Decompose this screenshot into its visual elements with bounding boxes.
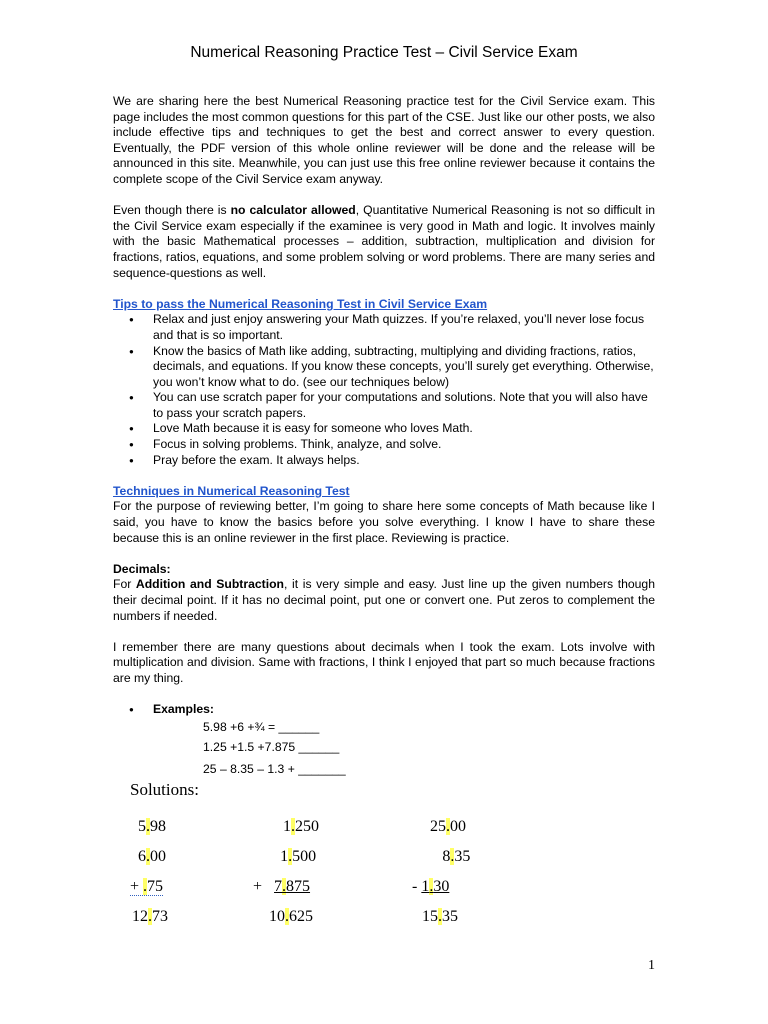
decimals-paragraph: For Addition and Subtraction, it is very simple and easy. Just line up the given numbers though their decimal point. If it has no decimal point, put one or convert one. Put zeros to complement the numbers if needed. [113,577,655,623]
calculator-paragraph: Even though there is no calculator allowed, Quantitative Numerical Reasoning is not so difficult in the Civil Service exam especially if the examinee is very good in Math and logic. It involves mainly with the basic Mathematical processes – addition, subtraction, multiplication and division for fractions, ratios, equations, and some problem solving or word problems. There are many series and sequence-questions as well. [113,203,655,280]
example-line: 25 – 8.35 – 1.3 + _______ [203,761,346,776]
intro-paragraph: We are sharing here the best Numerical Reasoning practice test for the Civil Service exam. This page includes the most common questions for this part of the CSE. Just like our other posts, we also include effective tips and techniques to get the best and correct answer to every question. Eventually, the PDF version of this whole online reviewer will be done and the release will be announced in this site. Meanwhile, you can just use this free online reviewer because it contains the complete scope of the Civil Service exam anyway. [113,94,655,186]
solution-value: 1.500 [280,848,317,865]
solutions-row [130,902,550,932]
solution-value: 12.73 [132,908,168,925]
list-item: ● Pray before the exam. It always helps. [113,453,655,469]
solutions-row [130,842,550,872]
tips-list [113,312,655,468]
solution-value: 15.35 [422,908,458,925]
page-title: Numerical Reasoning Practice Test – Civil Service Exam [190,44,578,61]
examples-heading: ● Examples: [113,702,655,718]
solutions-block [130,780,550,932]
document-body [113,94,655,780]
solution-value: 10.625 [269,908,313,925]
list-item: ● Know the basics of Math like adding, subtracting, multiplying and dividing fractions, ratios, decimals, and equations. If you know these concepts, you’ll surely get everything. Otherwise, you won’t know what to do. (see our techniques below) [113,344,655,391]
techniques-heading-link[interactable]: Techniques in Numerical Reasoning Test [113,483,350,498]
solution-value: 8.35 [442,848,471,865]
solutions-row [130,812,550,842]
solution-value: 1.250 [283,818,319,835]
techniques-paragraph: For the purpose of reviewing better, I’m going to share here some concepts of Math because like I said, you have to know the basics before you solve everything. I know I have to share these because this is an online reviewer in the first place. Reviewing is practice. [113,499,655,545]
decimals-paragraph-2: I remember there are many questions about decimals when I took the exam. Lots involve with multiplication and division. Same with fractions, I think I enjoyed that part so much because fractions are my thing. [113,639,655,685]
solutions-row [130,872,550,902]
solution-value: + .75 [130,878,164,895]
example-line: 5.98 +6 +¾ = ______ [203,719,320,734]
list-item: ● Focus in solving problems. Think, analyze, and solve. [113,437,655,453]
solution-value: 5.98 [138,818,166,835]
solution-value: - 1.30 [412,878,450,895]
page-number: 1 [648,958,655,973]
list-item: ● Relax and just enjoy answering your Math quizzes. If you’re relaxed, you’ll never lose focus and that is so important. [113,312,655,343]
tips-heading-link[interactable]: Tips to pass the Numerical Reasoning Test in Civil Service Exam [113,296,488,311]
decimals-heading: Decimals: [113,561,171,576]
list-item: ● You can use scratch paper for your computations and solutions. Note that you will also have to pass your scratch papers. [113,390,655,421]
example-line: 1.25 +1.5 +7.875 ______ [203,739,340,754]
list-item: ● Love Math because it is easy for someone who loves Math. [113,421,655,437]
solutions-heading: Solutions: [130,780,199,799]
solution-value: 25.00 [430,818,466,835]
solution-value: 6.00 [138,848,166,865]
solution-value: + 7.875 [253,878,311,895]
